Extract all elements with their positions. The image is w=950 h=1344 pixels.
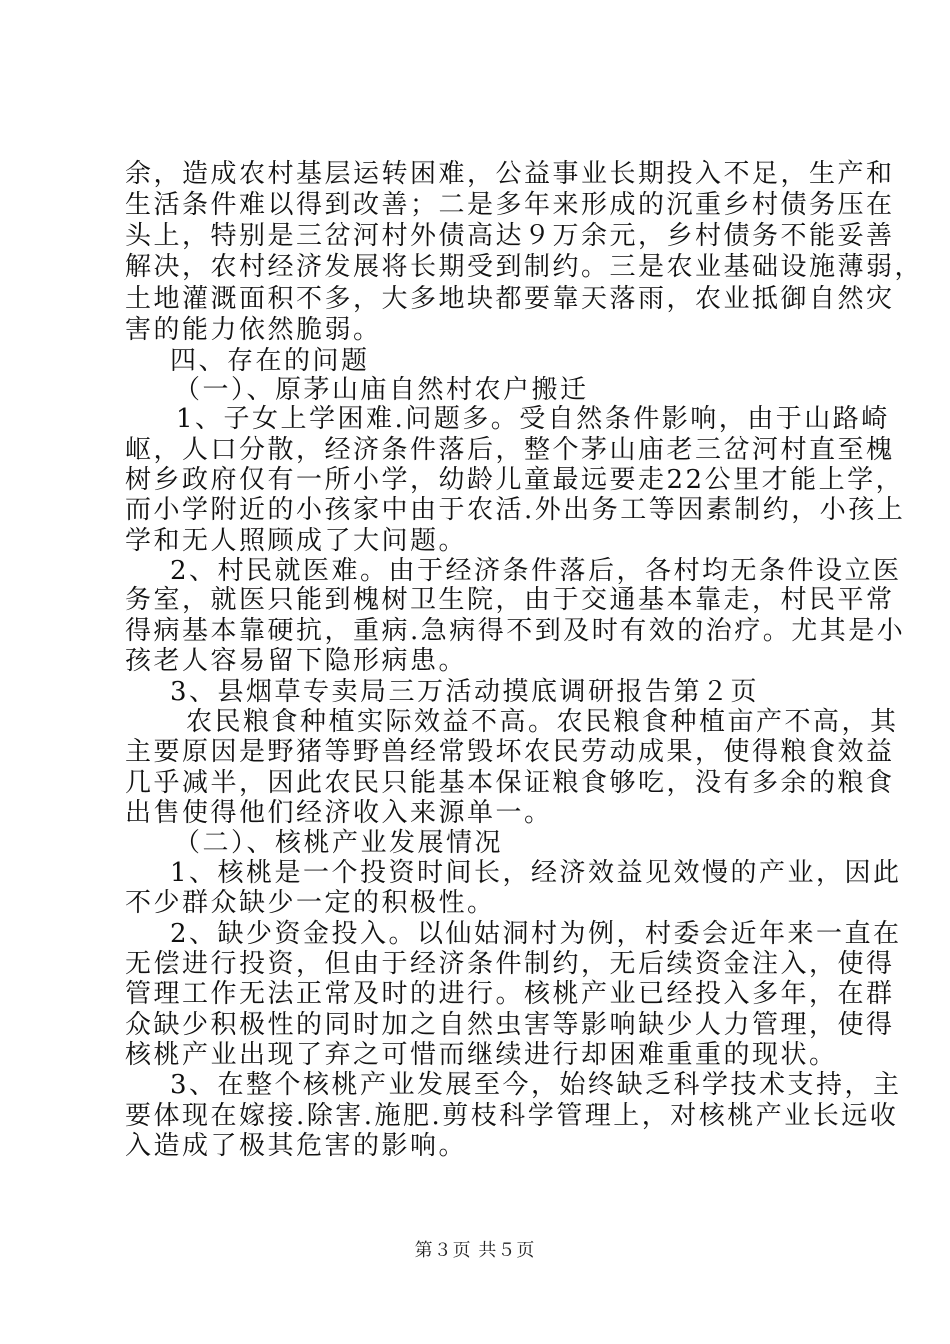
text-line: 不少群众缺少一定的积极性。	[125, 888, 496, 918]
text-line: 管理工作无法正常及时的进行。核桃产业已经投入多年，在群	[125, 979, 895, 1009]
text-line: 而小学附近的小孩家中由于农活.外出务工等因素制约，小孩上	[125, 495, 906, 525]
text-line: 树乡政府仅有一所小学，幼龄儿童最远要走22公里才能上学，	[125, 465, 905, 495]
text-line: 害的能力依然脆弱。	[125, 315, 382, 345]
text-line: 解决，农村经济发展将长期受到制约。三是农业基础设施薄弱，	[125, 252, 924, 282]
text-line: 几乎减半，因此农民只能基本保证粮食够吃，没有多余的粮食	[125, 768, 895, 798]
text-line: 余，造成农村基层运转困难，公益事业长期投入不足，生产和	[125, 159, 895, 189]
text-line: 头上，特别是三岔河村外债高达９万余元，乡村债务不能妥善	[125, 221, 895, 251]
text-line: 主要原因是野猪等野兽经常毁坏农民劳动成果，使得粮食效益	[125, 737, 895, 767]
text-line: （二）、核桃产业发展情况	[174, 828, 504, 858]
text-line: （一）、原茅山庙自然村农户搬迁	[174, 375, 589, 405]
text-line: 1、子女上学困难.问题多。受自然条件影响，由于山路崎	[176, 404, 890, 434]
text-line: 农民粮食种植实际效益不高。农民粮食种植亩产不高，其	[186, 707, 899, 737]
text-line: 出售使得他们经济收入来源单一。	[125, 798, 553, 828]
text-line: 众缺少积极性的同时加之自然虫害等影响缺少人力管理，使得	[125, 1010, 895, 1040]
text-line: 岖，人口分散，经济条件落后，整个茅山庙老三岔河村直至槐	[125, 435, 895, 465]
text-line: 土地灌溉面积不多，大多地块都要靠天落雨，农业抵御自然灾	[125, 284, 895, 314]
text-line: 2、缺少资金投入。以仙姑洞村为例，村委会近年来一直在	[170, 919, 902, 949]
text-line: 3、县烟草专卖局三万活动摸底调研报告第２页	[170, 677, 760, 707]
text-line: 3、在整个核桃产业发展至今，始终缺乏科学技术支持，主	[170, 1070, 902, 1100]
text-line: 1、核桃是一个投资时间长，经济效益见效慢的产业，因此	[170, 858, 902, 888]
text-line: 学和无人照顾成了大问题。	[125, 526, 468, 556]
text-line: 务室，就医只能到槐树卫生院，由于交通基本靠走，村民平常	[125, 585, 895, 615]
text-line: 得病基本靠硬抗，重病.急病得不到及时有效的治疗。尤其是小	[125, 616, 906, 646]
text-line: 孩老人容易留下隐形病患。	[125, 646, 468, 676]
page-footer: 第３页 共５页	[414, 1240, 536, 1261]
text-line: 要体现在嫁接.除害.施肥.剪枝科学管理上，对核桃产业长远收	[125, 1101, 899, 1131]
text-line: 2、村民就医难。由于经济条件落后，各村均无条件设立医	[170, 556, 902, 586]
text-line: 四、存在的问题	[170, 346, 370, 376]
text-line: 核桃产业出现了弃之可惜而继续进行却困难重重的现状。	[125, 1040, 838, 1070]
text-line: 入造成了极其危害的影响。	[125, 1131, 468, 1161]
text-line: 生活条件难以得到改善；二是多年来形成的沉重乡村债务压在	[125, 190, 895, 220]
text-line: 无偿进行投资，但由于经济条件制约，无后续资金注入，使得	[125, 949, 895, 979]
